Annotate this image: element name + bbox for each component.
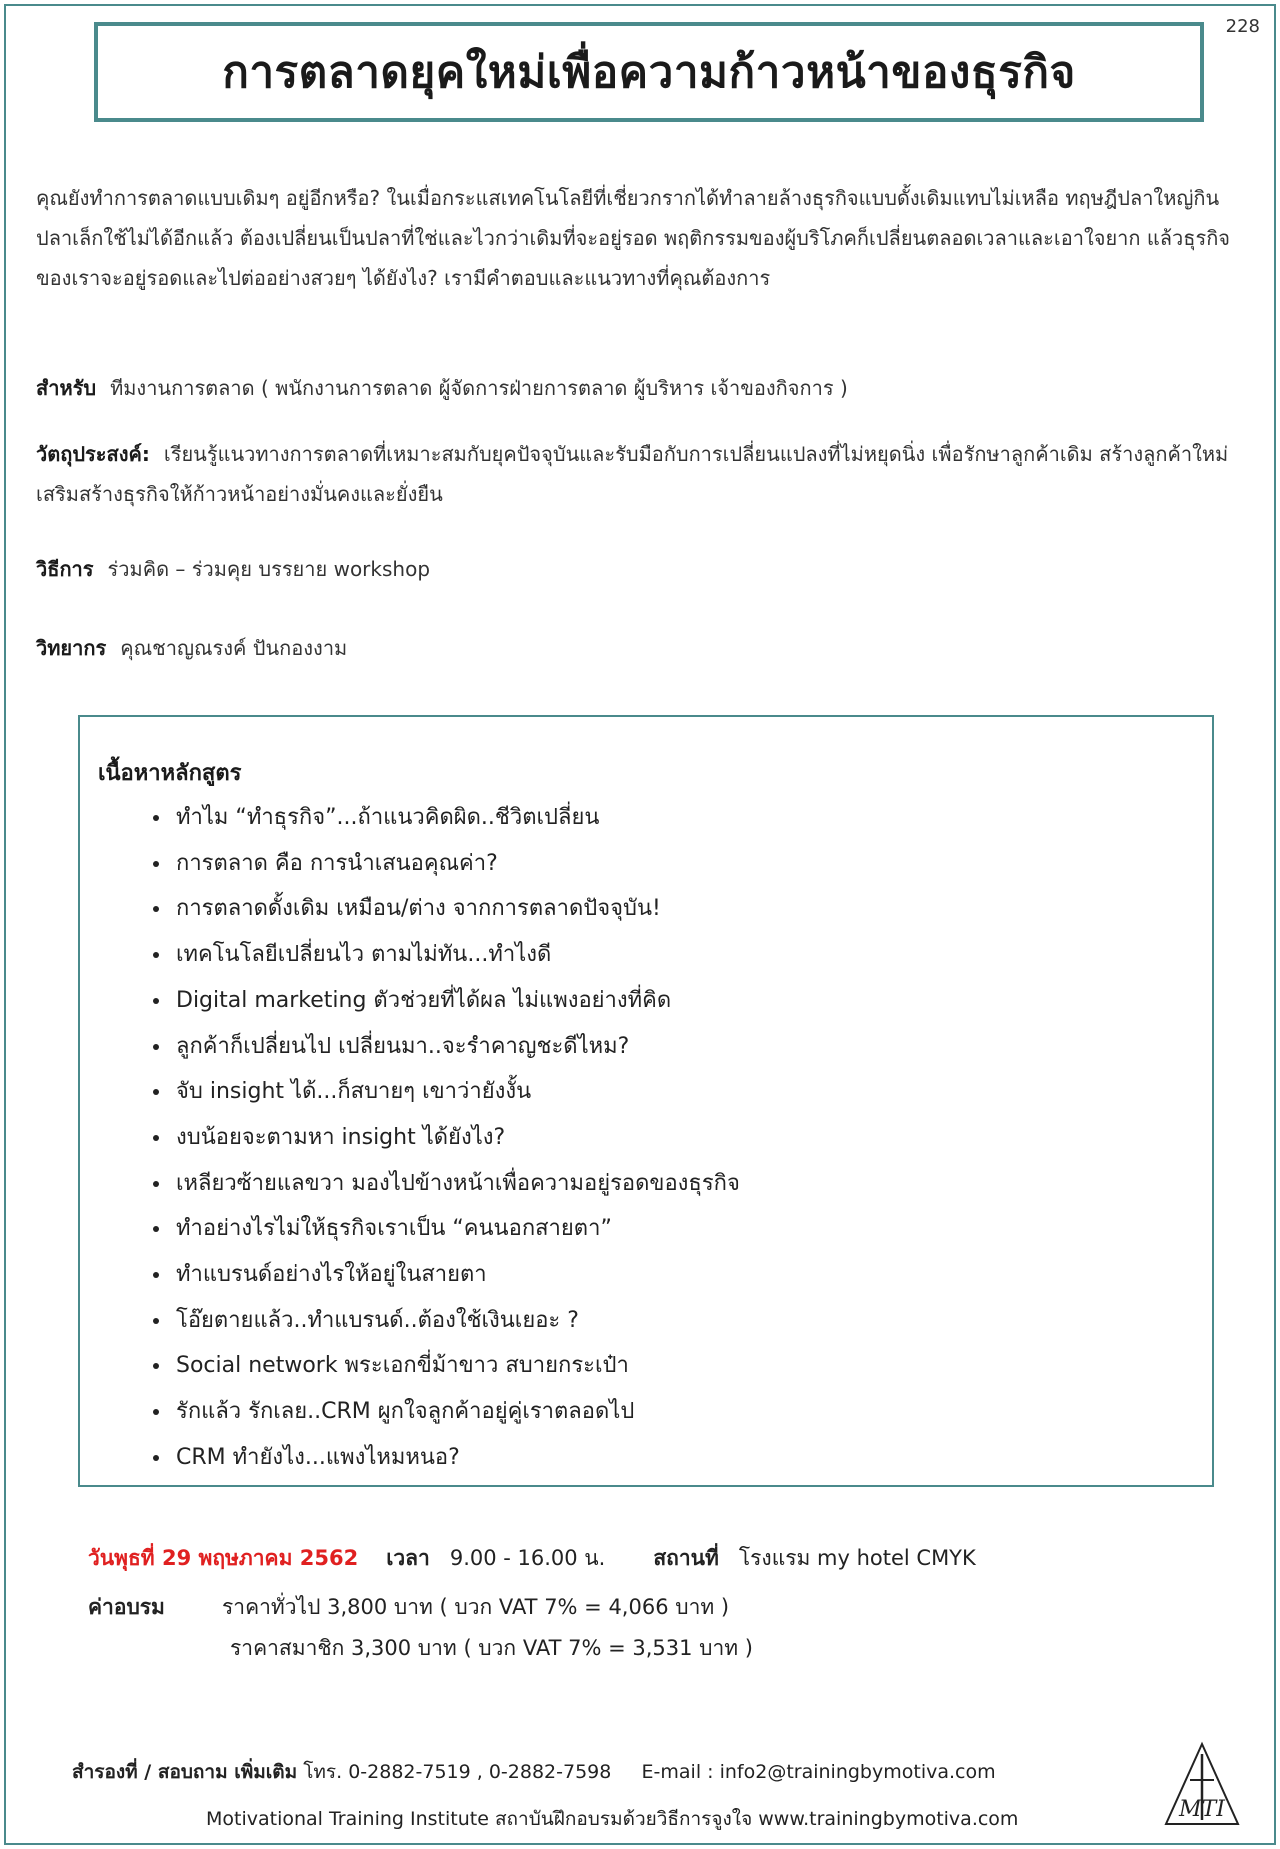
page-number: 228: [1225, 16, 1260, 37]
course-heading: เนื้อหาหลักสูตร: [98, 761, 242, 786]
list-item: • Digital marketing ตัวช่วยที่ได้ผล ไม่แพงอย่างที่คิด: [172, 978, 740, 1024]
list-item: • ลูกค้าก็เปลี่ยนไป เปลี่ยนมา..จะรำคาญชะดีไหม?: [172, 1024, 740, 1070]
footer-contact: [72, 1757, 996, 1787]
fee-label: ค่าอบรม: [88, 1595, 165, 1619]
intro-paragraph: คุณยังทำการตลาดแบบเดิมๆ อยู่อีกหรือ? ในเมื่อกระแสเทคโนโลยีที่เชี่ยวกรากได้ทำลายล้างธุรกิจแบบดั้งเดิมแทบไม่เหลือ ทฤษฎีปลาใหญ่กินปลาเล็กใช้ไม่ได้อีกแล้ว ต้องเปลี่ยนเป็นปลาที่ใช่และไวกว่าเดิมที่จะอยู่รอด พฤติกรรมของผู้บริโภคก็เปลี่ยนตลอดเวลาและเอาใจยาก แล้วธุรกิจของเราจะอยู่รอดและไปต่ออย่างสวยๆ ได้ยังไง? เรามีคำตอบและแนวทางที่คุณต้องการ: [36, 186, 1231, 290]
time-label: เวลา: [386, 1546, 430, 1570]
venue-value: โรงแรม my hotel CMYK: [738, 1546, 976, 1570]
target-audience: [36, 372, 848, 404]
list-item: • เหลียวซ้ายแลขวา มองไปข้างหน้าเพื่อความอยู่รอดของธุรกิจ: [172, 1161, 740, 1207]
list-item: • โอ๊ยตายแล้ว..ทำแบรนด์..ต้องใช้เงินเยอะ ?: [172, 1298, 740, 1344]
method-value: ร่วมคิด – ร่วมคุย บรรยาย workshop: [107, 557, 431, 581]
time-value: 9.00 - 16.00 น.: [449, 1546, 606, 1570]
list-item: • CRM ทำยังไง...แพงไหมหนอ?: [172, 1435, 740, 1481]
list-item: • ทำไม “ทำธุรกิจ”...ถ้าแนวคิดผิด..ชีวิตเปลี่ยน: [172, 795, 740, 841]
page-title: การตลาดยุคใหม่เพื่อความก้าวหน้าของธุรกิจ: [222, 47, 1076, 98]
fee-general: ราคาทั่วไป 3,800 บาท ( บวก VAT 7% = 4,066 บาท ): [222, 1595, 730, 1619]
mti-logo-icon: [1160, 1740, 1244, 1830]
contact-label: สำรองที่ / สอบถาม เพิ่มเติม: [72, 1761, 298, 1783]
objective-label: วัตถุประสงค์:: [36, 442, 150, 466]
list-item: • รักแล้ว รักเลย..CRM ผูกใจลูกค้าอยู่คู่เราตลอดไป: [172, 1389, 740, 1435]
method-label: วิธีการ: [36, 557, 94, 581]
logo-text: MTI: [1179, 1797, 1225, 1822]
list-item: • จับ insight ได้...ก็สบายๆ เขาว่ายังงั้น: [172, 1069, 740, 1115]
list-item: • ทำอย่างไรไม่ให้ธุรกิจเราเป็น “คนนอกสายตา”: [172, 1206, 740, 1252]
method: [36, 553, 430, 585]
schedule-line: [88, 1542, 976, 1575]
list-item: • งบน้อยจะตามหา insight ได้ยังไง?: [172, 1115, 740, 1161]
list-item: • การตลาดดั้งเดิม เหมือน/ต่าง จากการตลาดปัจจุบัน!: [172, 886, 740, 932]
objective-value: เรียนรู้แนวทางการตลาดที่เหมาะสมกับยุคปัจจุบันและรับมือกับการเปลี่ยนแปลงที่ไม่หยุดนิ่ง เพื่อรักษาลูกค้าเดิม สร้างลูกค้าใหม่ เสริมสร้างธุรกิจให้ก้าวหน้าอย่างมั่นคงและยั่งยืน: [36, 442, 1229, 506]
title-box: [94, 22, 1204, 122]
list-item: • การตลาด คือ การนำเสนอคุณค่า?: [172, 841, 740, 887]
contact-email: E-mail : info2@trainingbymotiva.com: [641, 1761, 996, 1783]
fee-member: ราคาสมาชิก 3,300 บาท ( บวก VAT 7% = 3,531 บาท ): [230, 1636, 753, 1660]
target-audience-label: สำหรับ: [36, 376, 97, 400]
speaker: [36, 632, 347, 664]
list-item: • ทำแบรนด์อย่างไรให้อยู่ในสายตา: [172, 1252, 740, 1298]
list-item: • Social network พระเอกขี่ม้าขาว สบายกระเป๋า: [172, 1343, 740, 1389]
speaker-value: คุณชาญณรงค์ ปันกองงาม: [120, 636, 348, 660]
objective: [36, 434, 1248, 514]
footer-institute: Motivational Training Institute สถาบันฝึกอบรมด้วยวิธีการจูงใจ www.trainingbymotiva.com: [206, 1808, 1019, 1830]
fee-line: [88, 1591, 729, 1624]
list-item: • เทคโนโลยีเปลี่ยนไว ตามไม่ทัน...ทำไงดี: [172, 932, 740, 978]
contact-phone: โทร. 0-2882-7519 , 0-2882-7598: [303, 1761, 612, 1783]
venue-label: สถานที่: [653, 1546, 719, 1570]
target-audience-value: ทีมงานการตลาด ( พนักงานการตลาด ผู้จัดการฝ่ายการตลาด ผู้บริหาร เจ้าของกิจการ ): [110, 376, 848, 400]
course-outline-box: [78, 715, 1214, 1487]
event-date: วันพุธที่ 29 พฤษภาคม 2562: [88, 1546, 359, 1570]
course-list: [150, 795, 740, 1481]
speaker-label: วิทยากร: [36, 636, 107, 660]
fee-member-line: [230, 1632, 753, 1665]
